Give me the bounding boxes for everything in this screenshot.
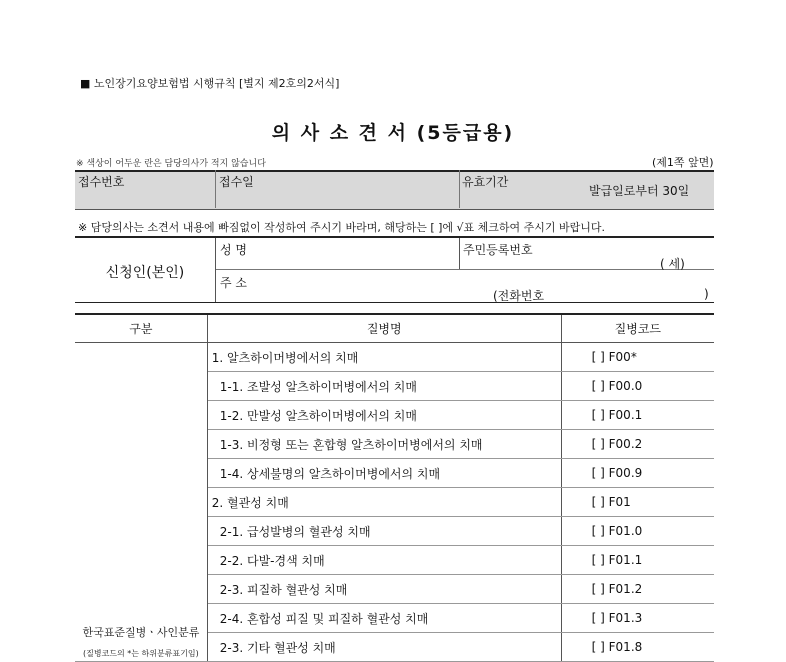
age-field[interactable]: ( 세) (660, 257, 685, 271)
phone-close: ) (704, 287, 709, 301)
phone-label: (전화번호 (493, 289, 545, 303)
header-disease-code: 질병코드 (561, 314, 714, 343)
disease-code-checkbox[interactable]: [ ] F01 (561, 488, 714, 517)
applicant-bottom-border (75, 302, 714, 303)
receipt-divider (215, 170, 216, 208)
category-label: 한국표준질병ㆍ사인분류 (82, 626, 200, 639)
disease-code-checkbox[interactable]: [ ] F01.3 (561, 604, 714, 633)
disease-name: 1-2. 만발성 알츠하이머병에서의 치매 (207, 401, 561, 430)
header-disease-name: 질병명 (207, 314, 561, 343)
name-label: 성 명 (220, 243, 247, 257)
receipt-date-label: 접수일 (219, 175, 254, 189)
disease-name: 1. 알츠하이머병에서의 치매 (207, 343, 561, 372)
category-cell (75, 343, 207, 662)
disease-name: 1-3. 비정형 또는 혼합형 알츠하이머병에서의 치매 (207, 430, 561, 459)
category-note: (질병코드의 *는 하위분류표기임) (82, 649, 199, 658)
header-category: 구분 (75, 314, 207, 343)
validity-value: 발급일로부터 30일 (589, 184, 690, 198)
disease-code-checkbox[interactable]: [ ] F01.1 (561, 546, 714, 575)
applicant-top-border (75, 236, 714, 238)
document-title: 의 사 소 견 서 (5등급용) (271, 122, 515, 144)
applicant-divider (459, 238, 460, 269)
disease-name: 2. 혈관성 치매 (207, 488, 561, 517)
receipt-number-label: 접수번호 (78, 175, 125, 189)
address-label: 주 소 (220, 276, 247, 290)
disease-code-checkbox[interactable]: [ ] F01.2 (561, 575, 714, 604)
applicant-divider (215, 238, 216, 302)
disease-name: 2-3. 피질하 혈관성 치매 (207, 575, 561, 604)
validity-label: 유효기간 (462, 175, 509, 189)
disease-code-checkbox[interactable]: [ ] F01.8 (561, 633, 714, 662)
rrn-label: 주민등록번호 (463, 243, 533, 257)
page-indicator: (제1쪽 앞면) (652, 156, 714, 169)
disease-name: 2-3. 기타 혈관성 치매 (207, 633, 561, 662)
disease-code-checkbox[interactable]: [ ] F00.2 (561, 430, 714, 459)
disease-name: 1-1. 조발성 알츠하이머병에서의 치매 (207, 372, 561, 401)
applicant-label: 신청인(본인) (105, 265, 185, 281)
legal-basis: ■ 노인장기요양보험법 시행규칙 [별지 제2호의2서식] (80, 77, 340, 90)
disease-table (75, 313, 714, 662)
disease-name: 1-4. 상세불명의 알츠하이머병에서의 치매 (207, 459, 561, 488)
disease-code-checkbox[interactable]: [ ] F00* (561, 343, 714, 372)
disease-name: 2-1. 급성발병의 혈관성 치매 (207, 517, 561, 546)
table-row (75, 343, 714, 372)
disease-name: 2-2. 다발-경색 치매 (207, 546, 561, 575)
shading-note: ※ 색상이 어두운 란은 담당의사가 적지 않습니다 (76, 159, 266, 169)
disease-code-checkbox[interactable]: [ ] F01.0 (561, 517, 714, 546)
receipt-divider (459, 170, 460, 208)
disease-code-checkbox[interactable]: [ ] F00.1 (561, 401, 714, 430)
instruction-text: ※ 담당의사는 소견서 내용에 빠짐없이 작성하여 주시기 바라며, 해당하는 [ ]에 √표 체크하여 주시기 바랍니다. (78, 221, 606, 234)
disease-code-checkbox[interactable]: [ ] F00.9 (561, 459, 714, 488)
disease-name: 2-4. 혼합성 피질 및 피질하 혈관성 치매 (207, 604, 561, 633)
applicant-mid-line (215, 269, 714, 270)
disease-code-checkbox[interactable]: [ ] F00.0 (561, 372, 714, 401)
